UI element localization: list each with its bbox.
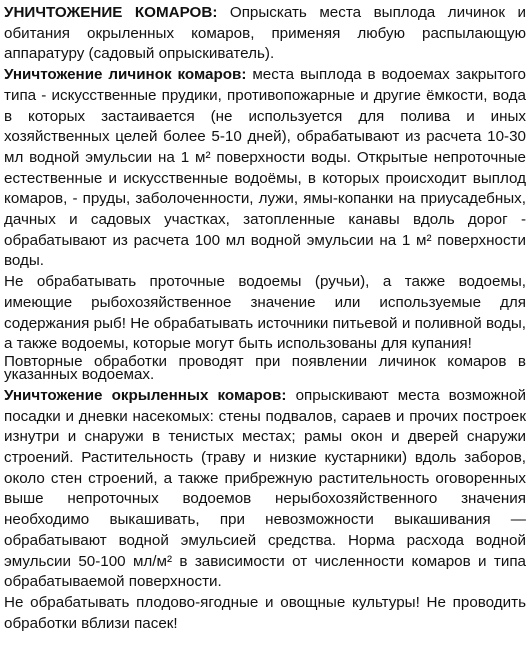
paragraph-text: места выплода в водоемах закрытого типа - искусственные прудики, противопожарные и другие ёмкости, вода в которых застаивается (не используется для полива и иных хозяйственных целей более 5-10 дней), обрабатывают из расчета 10-30 мл водной эмульсии на 1 м² поверхности воды. Открытые непроточные естественные и искусственные водоёмы, в которых происходит выплод комаров, - пруды, заболоченности, лужи, ямы-копанки на приусадебных, дачных и садовых участках, затопленные канавы вдоль дорог - обрабатывают из расчета 100 мл водной эмульсии на 1 м² поверхности воды. [4, 66, 526, 270]
paragraph-text: опрыскивают места возможной посадки и дневки насекомых: стены подвалов, сараев и прочих построек изнутри и снаружи в тенистых местах; рамы окон и дверей снаружи строений. Растительность (траву и низкие кустарники) вдоль заборов, около стен строений, а также прибрежную растительность оговоренных выше непроточных водоемов нерыбохозяйственного значения необходимо выкашивать, при невозможности выкашивания — обрабатывают водной эмульсией средства. Норма расхода водной эмульсии 50-100 мл/м² в зависимости от численности комаров и типа обрабатываемой поверхности. [4, 386, 526, 591]
paragraph-text: Повторные обработки проводят при появлении личинок комаров в указанных водоемах. [4, 352, 526, 384]
paragraph-text: Опрыскать места выплода личинок и обитания окрыленных комаров, применяя любую распылающую аппаратуру (садовый опрыскиватель). [4, 4, 526, 63]
heading-adult-control: Уничтожение окрыленных комаров: [4, 386, 287, 404]
paragraph-larvae [4, 65, 526, 272]
paragraph-text: Не обрабатывать проточные водоемы (ручьи), а также водоемы, имеющие рыбохозяйственное значение или используемые для содержания рыб! Не обрабатывать источники питьевой и поливной воды, а также водоемы, которые могут быть использованы для купания! [4, 273, 526, 353]
paragraph-overview [4, 3, 526, 65]
paragraph-water-warning [4, 272, 526, 355]
heading-larvae-control: Уничтожение личинок комаров: [4, 66, 247, 84]
paragraph-adults [4, 386, 526, 593]
paragraph-text: Не обрабатывать плодово-ягодные и овощные культуры! Не проводить обработки вблизи пасек! [4, 593, 526, 632]
paragraph-crop-warning [4, 593, 526, 634]
paragraph-repeat-treatment [4, 352, 526, 384]
heading-mosquito-control: УНИЧТОЖЕНИЕ КОМАРОВ: [4, 4, 218, 21]
instruction-document [4, 3, 526, 634]
